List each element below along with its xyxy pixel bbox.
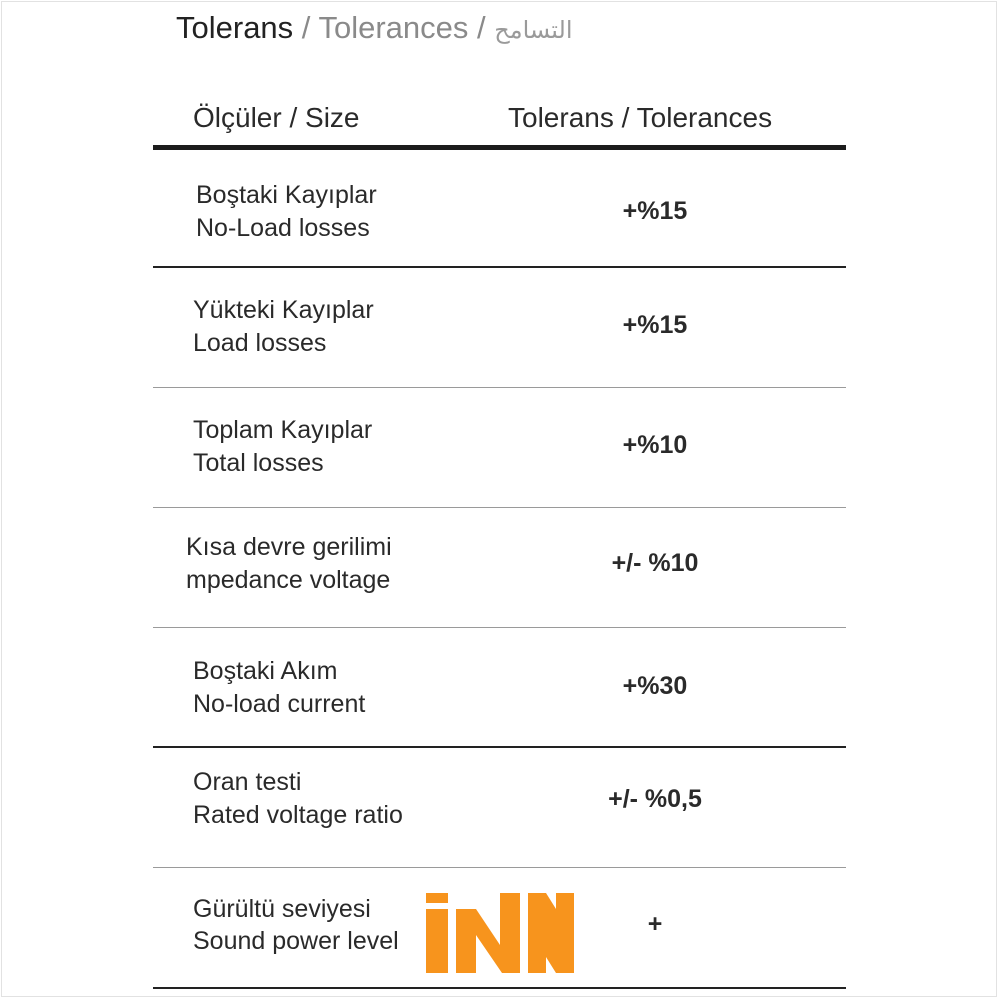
row-divider: [153, 746, 846, 748]
row-value: +%30: [622, 672, 688, 700]
title-separator: /: [468, 10, 495, 45]
row-value: +%10: [622, 431, 688, 459]
row-label-turkish: Kısa devre gerilimi: [186, 533, 392, 561]
column-header-tolerance: Tolerans / Tolerances: [508, 102, 773, 133]
row-label-turkish: Gürültü seviyesi: [193, 895, 371, 923]
title-turkish: Tolerans: [176, 10, 294, 45]
header-rule: [153, 145, 846, 150]
row-value: +/- %10: [611, 549, 699, 577]
row-value: +/- %0,5: [608, 785, 702, 813]
row-value: +%15: [622, 197, 688, 225]
row-label-english: Rated voltage ratio: [193, 801, 403, 829]
row-label-turkish: Boştaki Kayıplar: [196, 181, 377, 209]
title-separator: /: [293, 10, 319, 45]
row-label-turkish: Oran testi: [193, 768, 302, 796]
row-divider: [153, 627, 846, 628]
page-title: [176, 8, 573, 50]
row-divider: [153, 507, 846, 508]
title-english: Tolerances: [318, 10, 469, 45]
title-arabic: التسامح: [494, 16, 573, 44]
row-divider: [153, 867, 846, 868]
row-label-english: No-Load losses: [196, 214, 370, 242]
row-label-english: mpedance voltage: [186, 566, 391, 594]
row-label-english: Load losses: [193, 329, 327, 357]
row-divider: [153, 387, 846, 388]
row-label-english: Sound power level: [193, 927, 399, 955]
row-label-english: Total losses: [193, 449, 324, 477]
row-divider: [153, 266, 846, 268]
row-value: +%15: [622, 311, 688, 339]
column-header-size: Ölçüler / Size: [193, 102, 360, 133]
row-label-turkish: Boştaki Akım: [193, 657, 338, 685]
row-label-turkish: Toplam Kayıplar: [193, 416, 373, 444]
page-frame: [1, 1, 997, 997]
inn-logo: [424, 893, 576, 973]
table-bottom-rule: [153, 987, 846, 989]
row-label-english: No-load current: [193, 690, 366, 718]
row-label-turkish: Yükteki Kayıplar: [193, 296, 374, 324]
row-value: +: [647, 910, 663, 938]
